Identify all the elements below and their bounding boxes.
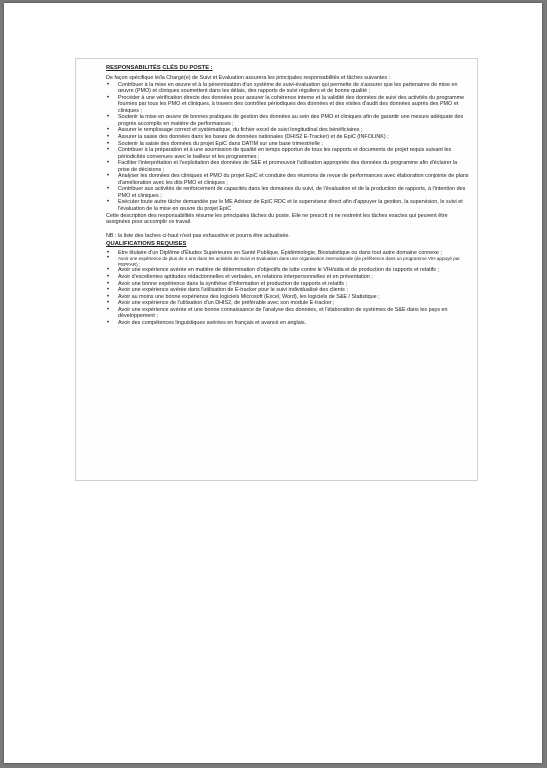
responsibilities-closing: Cette description des responsabilités résume les principales tâches du poste. Elle ne prescrit ni ne restreint les tâches exactes qui peuvent être assignées pour accomplir ce travail.	[106, 212, 448, 226]
list-item: • Avoir d'excellentes aptitudes rédactionnelles et verbales, en relations interpersonnelles et en présentation ;	[106, 274, 469, 281]
document-page	[4, 3, 542, 763]
nb-note: NB : la liste des taches ci-haut n'est pas exhaustive et pourra être actualisée.	[106, 232, 290, 239]
list-item: • Soutenir la mise en œuvre de bonnes pratiques de gestion des données au sein des PMO et cliniques afin de garantir une mesure adéquate des progrès accomplis en matière de performances ;	[106, 114, 469, 127]
list-item: • Contribuer aux activités de renforcement de capacités dans les domaines du suivi, de l'évaluation et de la production de rapports, à l'intention des PMO et cliniques ;	[106, 186, 469, 199]
list-item: • Assurer le remplissage correct et systématique, du fichier excel de suivi longitudinal des bénéficiaires ;	[106, 127, 469, 134]
responsibilities-heading: RESPONSABILITÉS CLÉS DU POSTE :	[106, 65, 213, 71]
qualifications-list	[106, 250, 469, 327]
list-item: • Avoir une bonne expérience dans la synthèse d'information et production de rapports et relatifs ;	[106, 281, 469, 288]
list-item: • Avoir une expérience de plus de 4 ans dans les activités de Suivi et Evaluation dans une organisation internationale (de préférence dans un programme VIH appuyé par PEPFAR) ;	[106, 256, 469, 267]
list-item: • Avoir une expérience de l'utilisation d'un DHIS2, de préférable avec son module E-tracker ;	[106, 300, 469, 307]
list-item: • Contribuer à la préparation et à une soumission de qualité en temps opportun de tous les rapports et documents de projet requis suivant les périodicités convenues avec le bailleur et les programmes ;	[106, 147, 469, 160]
list-item: • Faciliter l'interprétation et l'exploitation des données de S&E et promouvoir l'utilisation appropriée des données du programme afin d'éclairer la prise de décisions ;	[106, 160, 469, 173]
scanned-text-block	[75, 58, 478, 481]
list-item: • Avoir une expérience avérée dans l'utilisation de E-tracker pour le suivi individualisé des clients ;	[106, 287, 469, 294]
list-item: • Assurer la saisie des données dans les bases de données nationales (DHIS2 E-Tracker) et de EpiC (INFOLINK) ;	[106, 134, 469, 141]
list-item: • Procéder à une vérification directe des données pour assurer la cohérence interne et la validité des données de suivi des activités du programme fournies par tous les PMO et cliniques, à travers des contrôles périodiques des données et des visites d'audit des données auprès des PMO et cliniques ;	[106, 95, 469, 115]
list-item: • Avoir des compétences linguistiques avérées en français et avancé en anglais.	[106, 320, 469, 327]
qualifications-heading: QUALIFICATIONS REQUISES	[106, 241, 187, 248]
list-item: • Contribuer à la mise en œuvre et à la pérennisation d'un système de suivi-évaluation qui permette de s'assurer que les partenaires de mise en œuvre (PMO) et cliniques soumettent dans les délais, des rapports de suivi réguliers et de bonne qualité ;	[106, 82, 469, 95]
list-item: • Soutenir la saisie des données du projet EpiC dans DATIM sur une base trimestrielle ;	[106, 141, 469, 148]
list-item: • Analyser les données des cliniques et PMO du projet EpiC et conduire des réunions de revue de performances avec élaboration conjointe de plans d'amélioration avec les dits PMO et cliniques ;	[106, 173, 469, 186]
responsibilities-intro: De façon spécifique le/la Chargé(e) de Suivi et Evaluation assurera les principales responsabilités et tâches suivantes :	[106, 74, 391, 81]
list-item: • Avoir au moins une bonne expérience des logiciels Microsoft (Excel, Word), les logiciels de S&E / Statistique ;	[106, 294, 469, 301]
responsibilities-list	[106, 82, 469, 213]
list-item: • Etre titulaire d'un Diplôme d'Études Supérieures en Santé Publique, Épidémiologie, Biostatistique ou dans tout autre domaine connexe ;	[106, 250, 469, 257]
list-item: • Exécuter toute autre tâche demandée par le ME Advisor de EpiC RDC et le superviseur direct afin d'appuyer la gestion, la supervision, le suivi et l'évaluation de la mise en œuvre du projet EpiC	[106, 199, 469, 212]
list-item: • Avoir une expérience avérée et une bonne connaissance de l'analyse des données, et l'élaboration de systèmes de S&E dans les pays en développement ;	[106, 307, 469, 320]
list-item: • Avoir une expérience avérée en matière de détermination d'objectifs de lutte contre le VIH/sida et de production de rapports et relatifs ;	[106, 267, 469, 274]
